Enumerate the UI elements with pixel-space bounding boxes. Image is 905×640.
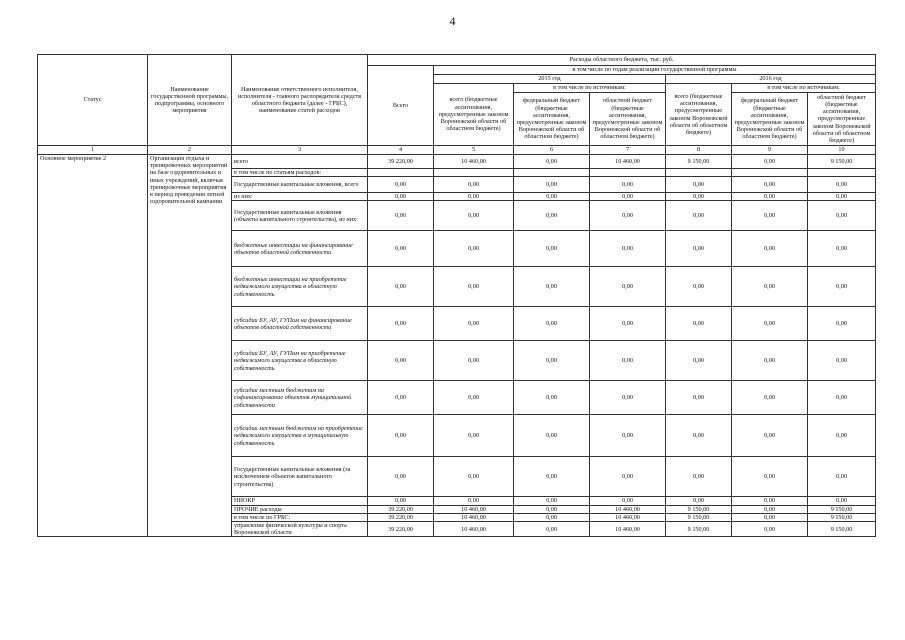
value-cell: 10 460,00 [590,505,666,513]
value-cell: 39 220,00 [368,522,434,537]
value-cell: 0,00 [514,522,590,537]
header-y16-total: всего (бюджетные ассигнования, предусмотренные законом Воронежской области об областном бюджете) [666,84,732,146]
value-cell: 0,00 [368,497,434,505]
value-cell [732,169,808,177]
value-cell: 0,00 [732,497,808,505]
row-label: в том числе по статьям расходов: [232,169,368,177]
column-number: 7 [590,146,666,155]
value-cell: 0,00 [434,231,514,267]
value-cell: 0,00 [368,457,434,497]
value-cell: 0,00 [808,177,876,193]
row-label: субсидии БУ, АУ, ГУПам на финансирование объектов областной собственности [232,307,368,341]
header-by-years: в том числе по годам реализации государственной программы [434,66,876,75]
value-cell: 10 460,00 [434,522,514,537]
column-number: 1 [38,146,148,155]
row-label: из них: [232,193,368,201]
value-cell: 0,00 [434,267,514,307]
value-cell: 0,00 [434,497,514,505]
value-cell: 0,00 [732,415,808,457]
value-cell: 9 150,00 [666,155,732,169]
value-cell: 0,00 [368,415,434,457]
value-cell: 0,00 [434,193,514,201]
row-label: бюджетные инвестиции на финансирование объектов областной собственности [232,231,368,267]
value-cell: 0,00 [590,341,666,381]
value-cell: 0,00 [666,307,732,341]
value-cell: 0,00 [808,415,876,457]
value-cell: 0,00 [666,201,732,231]
value-cell: 0,00 [368,193,434,201]
status-cell: Основное мероприятие 2 [38,155,148,537]
value-cell: 9 150,00 [808,505,876,513]
value-cell: 0,00 [732,155,808,169]
value-cell: 0,00 [368,341,434,381]
budget-table [37,54,876,537]
value-cell: 0,00 [666,457,732,497]
row-label: субсидии местным бюджетам на софинансирование объектов муниципальной собственности [232,381,368,415]
value-cell: 10 460,00 [590,522,666,537]
row-label: субсидии местным бюджетам на приобретение недвижимого имущества в муниципальную собственность [232,415,368,457]
value-cell: 39 220,00 [368,155,434,169]
value-cell: 0,00 [732,193,808,201]
row-label: ПРОЧИЕ расходы [232,505,368,513]
value-cell: 9 150,00 [666,505,732,513]
header-y16-regional: областной бюджет (бюджетные ассигнования, предусмотренные законом Воронежской области об областном бюджете) [808,93,876,146]
value-cell: 0,00 [732,231,808,267]
header-y15-sources: в том числе по источникам: [514,84,666,93]
value-cell: 0,00 [434,201,514,231]
value-cell: 10 460,00 [434,155,514,169]
value-cell: 0,00 [590,457,666,497]
value-cell: 0,00 [514,307,590,341]
column-number: 8 [666,146,732,155]
value-cell: 0,00 [590,231,666,267]
value-cell: 0,00 [514,267,590,307]
header-status: Статус [38,55,148,146]
value-cell: 0,00 [732,201,808,231]
row-label: Государственные капитальные вложения (за исключением объектов капитального строительства) [232,457,368,497]
value-cell: 0,00 [368,177,434,193]
value-cell: 0,00 [368,201,434,231]
value-cell: 10 460,00 [590,513,666,521]
value-cell: 10 460,00 [434,513,514,521]
column-number: 10 [808,146,876,155]
table-row [38,155,876,169]
value-cell: 0,00 [732,505,808,513]
value-cell: 0,00 [808,231,876,267]
header-executor: Наименование ответственного исполнителя, исполнителя - главного распорядителя средств областного бюджета (далее - ГРБС), наименование статей расходов [232,55,368,146]
row-label: бюджетные инвестиции на приобретение недвижимого имущества в областную собственность [232,267,368,307]
value-cell: 0,00 [666,193,732,201]
column-number: 3 [232,146,368,155]
value-cell: 0,00 [732,267,808,307]
value-cell: 0,00 [808,201,876,231]
value-cell: 0,00 [434,307,514,341]
value-cell: 0,00 [808,267,876,307]
value-cell [808,169,876,177]
value-cell: 39 220,00 [368,505,434,513]
value-cell: 10 460,00 [434,505,514,513]
value-cell: 0,00 [666,231,732,267]
program-cell: Организация отдыха и тренировочных мероприятий на базе оздоровительных и иных учреждений, включая тренировочные мероприятия в период проведения летней оздоровительной кампании [148,155,232,537]
value-cell: 0,00 [732,307,808,341]
row-label: в том числе по ГРБС: [232,513,368,521]
value-cell [434,169,514,177]
value-cell: 0,00 [368,231,434,267]
value-cell: 0,00 [514,177,590,193]
value-cell: 0,00 [368,307,434,341]
value-cell: 9 150,00 [808,513,876,521]
value-cell: 0,00 [514,513,590,521]
value-cell: 0,00 [514,497,590,505]
value-cell: 0,00 [590,201,666,231]
column-number: 2 [148,146,232,155]
header-program: Наименование государственной программы, подпрограммы, основного мероприятия [148,55,232,146]
value-cell: 0,00 [514,201,590,231]
value-cell: 0,00 [732,457,808,497]
value-cell: 0,00 [434,457,514,497]
value-cell: 0,00 [732,177,808,193]
value-cell: 0,00 [666,267,732,307]
value-cell: 0,00 [590,267,666,307]
header-y15-regional: областной бюджет (бюджетные ассигнования, предусмотренные законом Воронежской области об областном бюджете) [590,93,666,146]
value-cell: 0,00 [514,231,590,267]
column-number: 5 [434,146,514,155]
value-cell: 0,00 [666,341,732,381]
value-cell: 0,00 [590,381,666,415]
value-cell: 0,00 [732,513,808,521]
row-label: субсидии БУ, АУ, ГУПам на приобретение недвижимого имущества в областную собственность [232,341,368,381]
value-cell [590,169,666,177]
header-y15-federal: федеральный бюджет (бюджетные ассигнования, предусмотренные законом Воронежской области об областном бюджете) [514,93,590,146]
value-cell: 0,00 [590,193,666,201]
value-cell: 0,00 [808,457,876,497]
value-cell: 9 150,00 [666,522,732,537]
value-cell: 0,00 [368,267,434,307]
row-label: Государственные капитальные вложения, всего [232,177,368,193]
header-total: Всего [368,66,434,146]
header-year-2016: 2016 год [666,75,876,84]
header-y16-federal: федеральный бюджет (бюджетные ассигнования, предусмотренные законом Воронежской области об областном бюджете) [732,93,808,146]
column-number: 4 [368,146,434,155]
value-cell: 0,00 [808,381,876,415]
value-cell: 9 150,00 [808,522,876,537]
value-cell: 10 460,00 [590,155,666,169]
row-label: управление физической культуры и спорта Воронежской области [232,522,368,537]
row-label: всего [232,155,368,169]
value-cell [368,169,434,177]
value-cell: 0,00 [368,381,434,415]
value-cell: 0,00 [514,457,590,497]
value-cell: 39 220,00 [368,513,434,521]
value-cell: 0,00 [514,341,590,381]
value-cell: 0,00 [666,415,732,457]
value-cell: 0,00 [666,497,732,505]
value-cell: 0,00 [808,307,876,341]
value-cell: 0,00 [666,381,732,415]
value-cell [666,169,732,177]
header-y15-total: всего (бюджетные ассигнования, предусмотренные законом Воронежской области об областном бюджете) [434,84,514,146]
value-cell: 0,00 [514,193,590,201]
row-label: НИОКР [232,497,368,505]
value-cell: 0,00 [732,522,808,537]
value-cell: 0,00 [514,381,590,415]
header-expenses-title: Расходы областного бюджета, тыс. руб. [368,55,876,66]
column-number: 9 [732,146,808,155]
value-cell: 0,00 [434,381,514,415]
value-cell: 9 150,00 [666,513,732,521]
header-y16-sources: в том числе по источникам: [732,84,876,93]
value-cell: 0,00 [732,341,808,381]
value-cell: 0,00 [514,505,590,513]
value-cell: 0,00 [808,193,876,201]
value-cell: 0,00 [808,341,876,381]
data-rows [38,155,876,537]
row-label: Государственные капитальные вложения (объекты капитального строительства), из них: [232,201,368,231]
value-cell: 0,00 [732,381,808,415]
value-cell: 0,00 [514,415,590,457]
value-cell: 0,00 [666,177,732,193]
page-number: 4 [449,14,456,28]
value-cell: 0,00 [808,497,876,505]
value-cell: 0,00 [590,307,666,341]
value-cell: 0,00 [434,415,514,457]
value-cell [514,169,590,177]
value-cell: 0,00 [590,415,666,457]
value-cell: 0,00 [590,177,666,193]
column-number-row [38,146,876,155]
column-number: 6 [514,146,590,155]
value-cell: 0,00 [514,155,590,169]
header-year-2015: 2015 год [434,75,666,84]
value-cell: 9 150,00 [808,155,876,169]
value-cell: 0,00 [434,177,514,193]
value-cell: 0,00 [434,341,514,381]
value-cell: 0,00 [590,497,666,505]
